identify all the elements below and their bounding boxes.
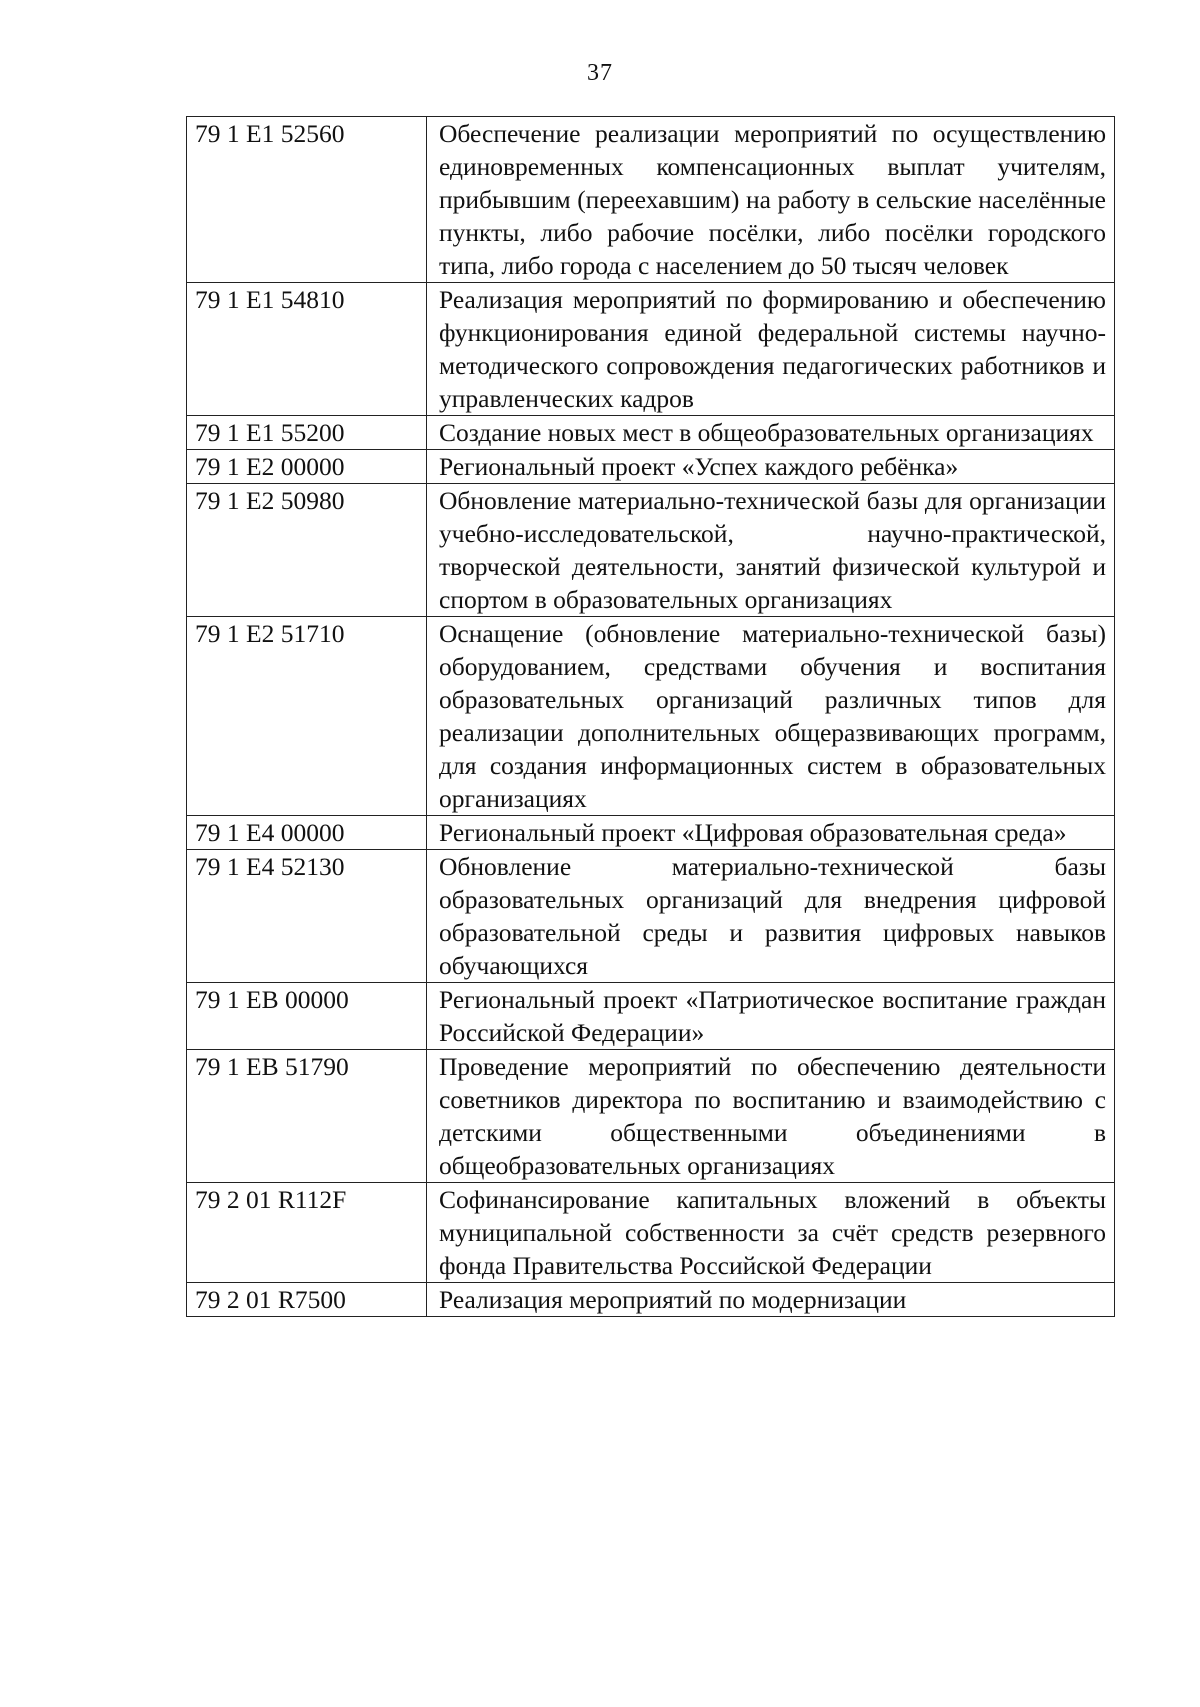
- row-code: 79 1 E4 52130: [187, 850, 427, 983]
- row-code: 79 1 E4 00000: [187, 816, 427, 850]
- row-code: 79 2 01 R112F: [187, 1183, 427, 1283]
- row-code: 79 1 E2 50980: [187, 484, 427, 617]
- table-row: [187, 850, 1115, 983]
- budget-classification-table: [186, 116, 1115, 1317]
- table-row: [187, 617, 1115, 816]
- table-row: [187, 450, 1115, 484]
- row-description: Региональный проект «Патриотическое воспитание граждан Российской Федерации»: [427, 983, 1115, 1050]
- table-row: [187, 816, 1115, 850]
- table-row: [187, 1183, 1115, 1283]
- row-description: Обновление материально-технической базы образовательных организаций для внедрения цифровой образовательной среды и развития цифровых навыков обучающихся: [427, 850, 1115, 983]
- row-description: Проведение мероприятий по обеспечению деятельности советников директора по воспитанию и взаимодействию с детскими общественными объединениями в общеобразовательных организациях: [427, 1050, 1115, 1183]
- row-description: Реализация мероприятий по формированию и обеспечению функционирования единой федеральной системы научно-методического сопровождения педагогических работников и управленческих кадров: [427, 283, 1115, 416]
- table-row: [187, 983, 1115, 1050]
- row-description: Софинансирование капитальных вложений в объекты муниципальной собственности за счёт средств резервного фонда Правительства Российской Федерации: [427, 1183, 1115, 1283]
- table-row: [187, 1283, 1115, 1317]
- row-code: 79 1 E2 51710: [187, 617, 427, 816]
- table-row: [187, 117, 1115, 283]
- row-description: Реализация мероприятий по модернизации: [427, 1283, 1115, 1317]
- row-code: 79 1 E1 54810: [187, 283, 427, 416]
- row-code: 79 1 E1 52560: [187, 117, 427, 283]
- row-description: Создание новых мест в общеобразовательных организациях: [427, 416, 1115, 450]
- row-code: 79 1 E2 00000: [187, 450, 427, 484]
- row-description: Региональный проект «Цифровая образовательная среда»: [427, 816, 1115, 850]
- row-code: 79 1 EB 51790: [187, 1050, 427, 1183]
- row-code: 79 1 E1 55200: [187, 416, 427, 450]
- page-number: 37: [587, 60, 613, 86]
- table-row: [187, 484, 1115, 617]
- row-description: Обеспечение реализации мероприятий по осуществлению единовременных компенсационных выплат учителям, прибывшим (переехавшим) на работу в сельские населённые пункты, либо рабочие посёлки, либо посёлки городского типа, либо города с населением до 50 тысяч человек: [427, 117, 1115, 283]
- row-description: Оснащение (обновление материально-технической базы) оборудованием, средствами обучения и воспитания образовательных организаций различных типов для реализации дополнительных общеразвивающих программ, для создания информационных систем в образовательных организациях: [427, 617, 1115, 816]
- row-description: Обновление материально-технической базы для организации учебно-исследовательской, научно-практической, творческой деятельности, занятий физической культурой и спортом в образовательных организациях: [427, 484, 1115, 617]
- row-code: 79 2 01 R7500: [187, 1283, 427, 1317]
- table-row: [187, 283, 1115, 416]
- table-row: [187, 1050, 1115, 1183]
- row-code: 79 1 EB 00000: [187, 983, 427, 1050]
- table-row: [187, 416, 1115, 450]
- row-description: Региональный проект «Успех каждого ребёнка»: [427, 450, 1115, 484]
